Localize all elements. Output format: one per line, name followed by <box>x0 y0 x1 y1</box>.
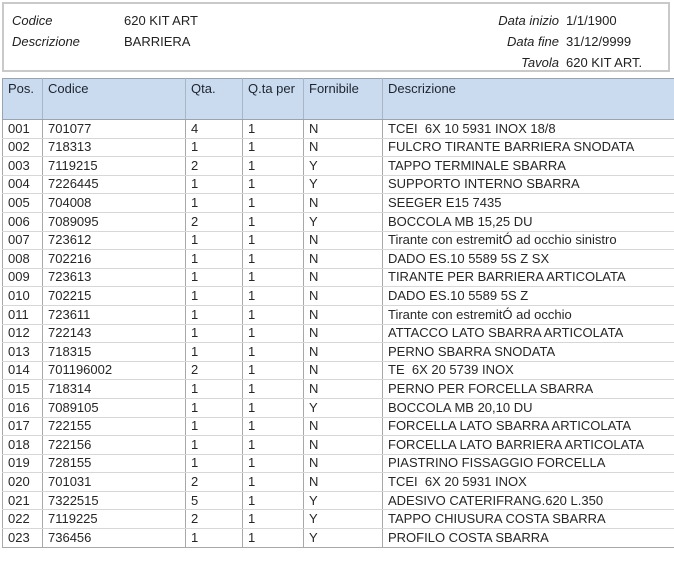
table-cell-pos: 014 <box>3 361 43 380</box>
table-cell-codice: 7089095 <box>43 212 186 231</box>
table-cell-qta_per: 1 <box>243 380 304 399</box>
table-cell-qta_per: 1 <box>243 343 304 362</box>
tavola-value: 620 KIT ART. <box>566 55 643 70</box>
table-row[interactable] <box>3 157 674 176</box>
table-cell-qta_per: 1 <box>243 250 304 269</box>
table-cell-pos: 008 <box>3 250 43 269</box>
table-cell-qta: 1 <box>186 398 243 417</box>
table-cell-qta: 1 <box>186 138 243 157</box>
table-cell-qta_per: 1 <box>243 491 304 510</box>
table-row[interactable] <box>3 175 674 194</box>
table-cell-codice: 722143 <box>43 324 186 343</box>
table-cell-fornibile: Y <box>304 212 383 231</box>
table-cell-fornibile: N <box>304 417 383 436</box>
data-inizio-value: 1/1/1900 <box>566 13 617 28</box>
table-cell-codice: 701031 <box>43 473 186 492</box>
table-cell-qta_per: 1 <box>243 212 304 231</box>
table-cell-descrizione: PIASTRINO FISSAGGIO FORCELLA <box>383 454 674 473</box>
table-cell-qta_per: 1 <box>243 473 304 492</box>
data-fine-value: 31/12/9999 <box>566 34 632 49</box>
table-cell-descrizione: TIRANTE PER BARRIERA ARTICOLATA <box>383 268 674 287</box>
table-cell-qta: 1 <box>186 250 243 269</box>
table-cell-qta_per: 1 <box>243 529 304 548</box>
codice-row <box>12 10 482 31</box>
header-info-left <box>4 10 482 73</box>
table-cell-qta_per: 1 <box>243 120 304 139</box>
table-cell-fornibile: N <box>304 231 383 250</box>
table-row[interactable] <box>3 324 674 343</box>
table-cell-qta_per: 1 <box>243 361 304 380</box>
table-cell-qta: 1 <box>186 380 243 399</box>
table-cell-pos: 019 <box>3 454 43 473</box>
table-cell-pos: 013 <box>3 343 43 362</box>
table-cell-fornibile: Y <box>304 510 383 529</box>
table-cell-qta: 1 <box>186 529 243 548</box>
table-cell-fornibile: N <box>304 361 383 380</box>
table-cell-qta_per: 1 <box>243 305 304 324</box>
table-cell-pos: 002 <box>3 138 43 157</box>
table-cell-pos: 023 <box>3 529 43 548</box>
table-cell-descrizione: ADESIVO CATERIFRANG.620 L.350 <box>383 491 674 510</box>
table-body <box>3 120 674 548</box>
table-cell-descrizione: FULCRO TIRANTE BARRIERA SNODATA <box>383 138 674 157</box>
table-cell-descrizione: BOCCOLA MB 20,10 DU <box>383 398 674 417</box>
table-row[interactable] <box>3 510 674 529</box>
table-cell-qta: 1 <box>186 417 243 436</box>
table-row[interactable] <box>3 120 674 139</box>
table-cell-qta_per: 1 <box>243 231 304 250</box>
table-cell-codice: 722156 <box>43 436 186 455</box>
table-cell-codice: 722155 <box>43 417 186 436</box>
table-cell-qta: 1 <box>186 436 243 455</box>
table-cell-descrizione: BOCCOLA MB 15,25 DU <box>383 212 674 231</box>
column-header-fornibile: Fornibile <box>304 79 383 120</box>
table-cell-codice: 7226445 <box>43 175 186 194</box>
table-cell-fornibile: N <box>304 250 383 269</box>
column-header-descrizione: Descrizione <box>383 79 674 120</box>
table-cell-descrizione: ATTACCO LATO SBARRA ARTICOLATA <box>383 324 674 343</box>
table-cell-fornibile: N <box>304 473 383 492</box>
table-row[interactable] <box>3 194 674 213</box>
table-row[interactable] <box>3 529 674 548</box>
table-cell-codice: 7119225 <box>43 510 186 529</box>
table-cell-qta: 1 <box>186 175 243 194</box>
table-cell-codice: 723611 <box>43 305 186 324</box>
table-cell-descrizione: SUPPORTO INTERNO SBARRA <box>383 175 674 194</box>
table-row[interactable] <box>3 417 674 436</box>
data-fine-label: Data fine <box>506 34 559 49</box>
table-cell-qta_per: 1 <box>243 436 304 455</box>
table-cell-fornibile: Y <box>304 529 383 548</box>
table-cell-codice: 723612 <box>43 231 186 250</box>
table-cell-qta_per: 1 <box>243 454 304 473</box>
table-cell-descrizione: PERNO SBARRA SNODATA <box>383 343 674 362</box>
table-cell-qta: 4 <box>186 120 243 139</box>
table-row[interactable] <box>3 212 674 231</box>
table-cell-qta: 1 <box>186 194 243 213</box>
column-header-qta: Qta. <box>186 79 243 120</box>
codice-label: Codice <box>12 13 53 28</box>
table-cell-fornibile: N <box>304 194 383 213</box>
tavola-label: Tavola <box>521 55 559 70</box>
table-cell-qta_per: 1 <box>243 398 304 417</box>
table-cell-descrizione: TAPPO CHIUSURA COSTA SBARRA <box>383 510 674 529</box>
table-header-row <box>3 79 674 120</box>
table-cell-fornibile: N <box>304 380 383 399</box>
table-cell-codice: 7119215 <box>43 157 186 176</box>
table-cell-fornibile: N <box>304 436 383 455</box>
table-cell-qta_per: 1 <box>243 175 304 194</box>
table-cell-fornibile: N <box>304 324 383 343</box>
table-cell-descrizione: DADO ES.10 5589 5S Z <box>383 287 674 306</box>
table-cell-descrizione: Tirante con estremitÓ ad occhio sinistro <box>383 231 674 250</box>
table-cell-fornibile: N <box>304 343 383 362</box>
table-cell-qta: 2 <box>186 212 243 231</box>
table-cell-fornibile: N <box>304 305 383 324</box>
table-cell-pos: 007 <box>3 231 43 250</box>
table-cell-codice: 702216 <box>43 250 186 269</box>
table-cell-descrizione: DADO ES.10 5589 5S Z SX <box>383 250 674 269</box>
table-row[interactable] <box>3 398 674 417</box>
table-cell-codice: 7089105 <box>43 398 186 417</box>
parts-table <box>2 78 674 548</box>
table-cell-qta_per: 1 <box>243 417 304 436</box>
table-cell-pos: 022 <box>3 510 43 529</box>
table-row[interactable] <box>3 343 674 362</box>
table-cell-descrizione: PROFILO COSTA SBARRA <box>383 529 674 548</box>
descrizione-value: BARRIERA <box>124 34 191 49</box>
table-cell-pos: 020 <box>3 473 43 492</box>
table-cell-codice: 723613 <box>43 268 186 287</box>
table-cell-descrizione: TCEI 6X 10 5931 INOX 18/8 <box>383 120 674 139</box>
table-row[interactable] <box>3 436 674 455</box>
table-cell-pos: 010 <box>3 287 43 306</box>
table-row[interactable] <box>3 305 674 324</box>
table-cell-descrizione: FORCELLA LATO BARRIERA ARTICOLATA <box>383 436 674 455</box>
table-cell-codice: 7322515 <box>43 491 186 510</box>
table-row[interactable] <box>3 491 674 510</box>
table-cell-descrizione: TAPPO TERMINALE SBARRA <box>383 157 674 176</box>
table-cell-pos: 021 <box>3 491 43 510</box>
table-cell-qta: 2 <box>186 361 243 380</box>
table-cell-qta_per: 1 <box>243 510 304 529</box>
table-cell-pos: 017 <box>3 417 43 436</box>
table-cell-fornibile: N <box>304 138 383 157</box>
table-cell-pos: 012 <box>3 324 43 343</box>
table-cell-fornibile: N <box>304 454 383 473</box>
data-fine-row <box>482 31 664 52</box>
column-header-codice: Codice <box>43 79 186 120</box>
table-row[interactable] <box>3 287 674 306</box>
table-cell-codice: 718313 <box>43 138 186 157</box>
table-cell-qta: 5 <box>186 491 243 510</box>
table-cell-qta: 2 <box>186 157 243 176</box>
table-cell-fornibile: N <box>304 120 383 139</box>
table-cell-qta: 2 <box>186 473 243 492</box>
table-cell-pos: 016 <box>3 398 43 417</box>
table-row[interactable] <box>3 361 674 380</box>
table-cell-qta_per: 1 <box>243 157 304 176</box>
table-row[interactable] <box>3 138 674 157</box>
table-cell-codice: 718315 <box>43 343 186 362</box>
column-header-qta_per: Q.ta per <box>243 79 304 120</box>
tavola-row <box>482 52 664 73</box>
column-header-pos: Pos. <box>3 79 43 120</box>
table-cell-qta: 1 <box>186 454 243 473</box>
table-cell-qta: 1 <box>186 231 243 250</box>
table-row[interactable] <box>3 454 674 473</box>
table-cell-fornibile: Y <box>304 157 383 176</box>
table-cell-fornibile: N <box>304 287 383 306</box>
descrizione-label: Descrizione <box>12 34 80 49</box>
table-cell-fornibile: N <box>304 268 383 287</box>
table-cell-pos: 006 <box>3 212 43 231</box>
table-cell-qta: 1 <box>186 268 243 287</box>
table-cell-pos: 009 <box>3 268 43 287</box>
table-cell-fornibile: Y <box>304 491 383 510</box>
table-row[interactable] <box>3 268 674 287</box>
table-cell-qta: 1 <box>186 305 243 324</box>
table-cell-fornibile: Y <box>304 175 383 194</box>
descrizione-row <box>12 31 482 52</box>
table-cell-codice: 728155 <box>43 454 186 473</box>
table-cell-codice: 701077 <box>43 120 186 139</box>
table-cell-qta_per: 1 <box>243 138 304 157</box>
table-row[interactable] <box>3 380 674 399</box>
header-info-box <box>2 2 670 72</box>
table-cell-fornibile: Y <box>304 398 383 417</box>
table-cell-descrizione: TCEI 6X 20 5931 INOX <box>383 473 674 492</box>
table-cell-descrizione: TE 6X 20 5739 INOX <box>383 361 674 380</box>
table-cell-pos: 001 <box>3 120 43 139</box>
table-cell-qta_per: 1 <box>243 194 304 213</box>
table-cell-qta: 1 <box>186 343 243 362</box>
table-cell-pos: 003 <box>3 157 43 176</box>
table-cell-pos: 011 <box>3 305 43 324</box>
table-cell-descrizione: PERNO PER FORCELLA SBARRA <box>383 380 674 399</box>
table-cell-descrizione: Tirante con estremitÓ ad occhio <box>383 305 674 324</box>
table-cell-codice: 701196002 <box>43 361 186 380</box>
table-cell-descrizione: SEEGER E15 7435 <box>383 194 674 213</box>
header-info-right <box>482 10 664 73</box>
codice-value: 620 KIT ART <box>124 13 198 28</box>
table-cell-pos: 018 <box>3 436 43 455</box>
table-cell-qta_per: 1 <box>243 324 304 343</box>
table-cell-qta_per: 1 <box>243 287 304 306</box>
table-cell-codice: 704008 <box>43 194 186 213</box>
table-cell-codice: 718314 <box>43 380 186 399</box>
table-cell-codice: 702215 <box>43 287 186 306</box>
table-cell-qta_per: 1 <box>243 268 304 287</box>
table-cell-pos: 004 <box>3 175 43 194</box>
table-cell-qta: 1 <box>186 324 243 343</box>
table-row[interactable] <box>3 473 674 492</box>
table-cell-descrizione: FORCELLA LATO SBARRA ARTICOLATA <box>383 417 674 436</box>
table-row[interactable] <box>3 231 674 250</box>
table-cell-qta: 2 <box>186 510 243 529</box>
data-inizio-row <box>482 10 664 31</box>
table-cell-pos: 015 <box>3 380 43 399</box>
table-cell-codice: 736456 <box>43 529 186 548</box>
table-cell-qta: 1 <box>186 287 243 306</box>
data-inizio-label: Data inizio <box>498 13 559 28</box>
table-row[interactable] <box>3 250 674 269</box>
table-cell-pos: 005 <box>3 194 43 213</box>
